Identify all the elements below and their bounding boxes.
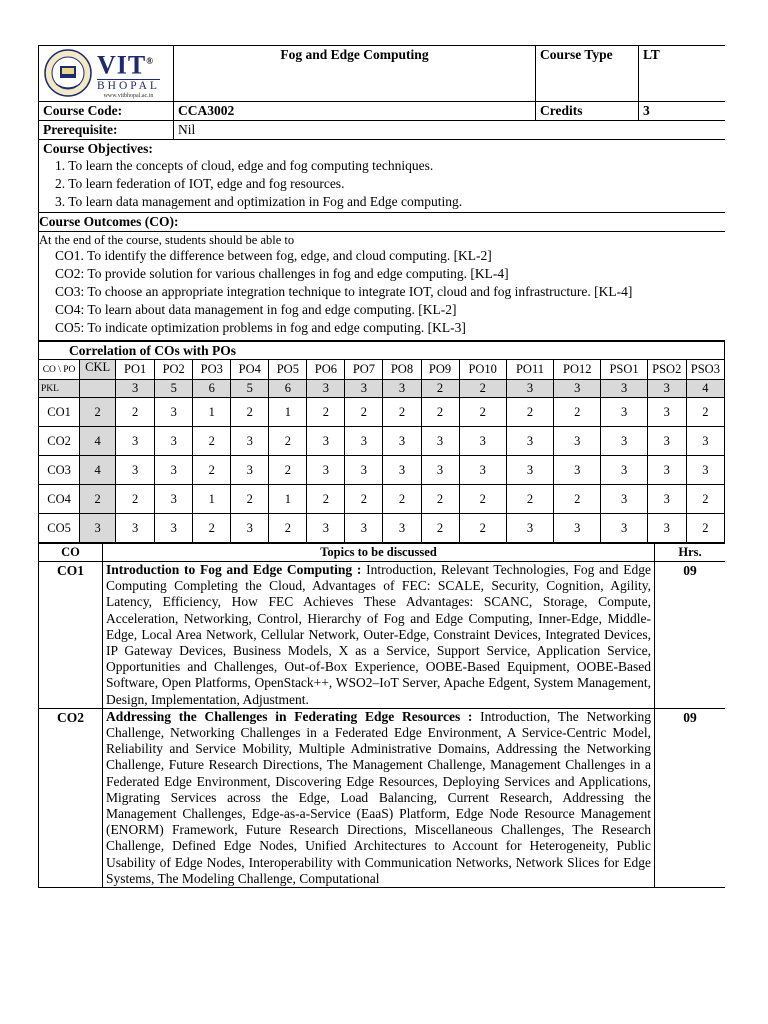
po-header: PO9 bbox=[421, 360, 459, 380]
correlation-value: 2 bbox=[345, 485, 383, 514]
correlation-row bbox=[39, 427, 725, 456]
outcomes-intro: At the end of the course, students should be able to bbox=[39, 233, 295, 247]
correlation-value: 1 bbox=[193, 485, 231, 514]
correlation-value: 3 bbox=[459, 456, 506, 485]
correlation-value: 1 bbox=[269, 485, 307, 514]
correlation-value: 2 bbox=[421, 485, 459, 514]
correlation-value: 2 bbox=[459, 485, 506, 514]
correlation-value: 3 bbox=[231, 427, 269, 456]
correlation-value: 3 bbox=[307, 427, 345, 456]
topics-table bbox=[38, 543, 725, 888]
po-header: PO5 bbox=[269, 360, 307, 380]
correlation-value: 2 bbox=[193, 514, 231, 543]
correlation-value: 3 bbox=[647, 427, 686, 456]
correlation-value: 3 bbox=[231, 456, 269, 485]
correlation-value: 3 bbox=[686, 456, 724, 485]
pkl-value: 3 bbox=[116, 380, 155, 398]
correlation-value: 3 bbox=[345, 456, 383, 485]
unit-topics bbox=[103, 562, 655, 709]
university-seal-icon bbox=[43, 48, 93, 98]
row-co: CO3 bbox=[39, 456, 80, 485]
unit-topics bbox=[103, 708, 655, 887]
row-ckl: 4 bbox=[80, 427, 116, 456]
outcome-item: CO4: To learn about data management in fog and edge computing. [KL-2] bbox=[55, 302, 457, 317]
correlation-value: 3 bbox=[307, 514, 345, 543]
correlation-value: 3 bbox=[421, 427, 459, 456]
prereq-label: Prerequisite: bbox=[39, 121, 174, 140]
correlation-title: Correlation of COs with POs bbox=[39, 342, 725, 360]
correlation-value: 3 bbox=[383, 456, 421, 485]
pkl-value: 2 bbox=[421, 380, 459, 398]
topic-unit bbox=[39, 708, 726, 887]
correlation-value: 3 bbox=[554, 456, 601, 485]
correlation-value: 2 bbox=[459, 398, 506, 427]
col-hrs-header: Hrs. bbox=[655, 544, 726, 562]
correlation-value: 3 bbox=[345, 427, 383, 456]
correlation-value: 2 bbox=[554, 398, 601, 427]
correlation-value: 2 bbox=[459, 514, 506, 543]
row-ckl: 2 bbox=[80, 398, 116, 427]
correlation-row bbox=[39, 398, 725, 427]
correlation-value: 3 bbox=[421, 456, 459, 485]
correlation-value: 1 bbox=[269, 398, 307, 427]
ckl-header: CKL bbox=[80, 360, 116, 380]
correlation-value: 2 bbox=[193, 456, 231, 485]
pkl-value: 3 bbox=[506, 380, 553, 398]
correlation-row bbox=[39, 514, 725, 543]
pkl-value: 3 bbox=[307, 380, 345, 398]
correlation-value: 3 bbox=[647, 485, 686, 514]
correlation-value: 2 bbox=[686, 485, 724, 514]
po-header: PO1 bbox=[116, 360, 155, 380]
correlation-value: 3 bbox=[647, 398, 686, 427]
corner-cell: CO \ PO bbox=[39, 360, 80, 380]
correlation-value: 2 bbox=[269, 456, 307, 485]
po-header: PO12 bbox=[554, 360, 601, 380]
correlation-value: 3 bbox=[601, 427, 647, 456]
row-ckl: 2 bbox=[80, 485, 116, 514]
correlation-row bbox=[39, 485, 725, 514]
outcomes-heading: Course Outcomes (CO): bbox=[39, 213, 726, 232]
correlation-value: 3 bbox=[155, 456, 193, 485]
correlation-value: 3 bbox=[601, 456, 647, 485]
correlation-value: 3 bbox=[601, 514, 647, 543]
po-header: PO7 bbox=[345, 360, 383, 380]
header-table bbox=[38, 45, 725, 341]
po-header: PO6 bbox=[307, 360, 345, 380]
correlation-value: 2 bbox=[686, 514, 724, 543]
outcome-item: CO5: To indicate optimization problems in fog and edge computing. [KL-3] bbox=[55, 320, 466, 335]
correlation-value: 3 bbox=[116, 427, 155, 456]
outcome-item: CO3: To choose an appropriate integration technique to integrate IOT, cloud and fog infrastructure. [KL-4] bbox=[55, 284, 633, 299]
pkl-value: 5 bbox=[231, 380, 269, 398]
objective-item: 1. To learn the concepts of cloud, edge and fog computing techniques. bbox=[55, 158, 434, 173]
objectives-heading: Course Objectives: bbox=[43, 141, 153, 156]
course-objectives bbox=[39, 140, 726, 213]
logo-url: www.vitbhopal.ac.in bbox=[103, 92, 154, 99]
correlation-value: 2 bbox=[383, 398, 421, 427]
logo-text: VIT® bbox=[97, 50, 154, 80]
correlation-value: 3 bbox=[345, 514, 383, 543]
correlation-value: 2 bbox=[506, 398, 553, 427]
unit-co: CO2 bbox=[39, 708, 103, 887]
syllabus-page bbox=[38, 45, 725, 992]
course-outcomes bbox=[39, 232, 726, 341]
pkl-value: 3 bbox=[647, 380, 686, 398]
pkl-value: 2 bbox=[459, 380, 506, 398]
correlation-value: 3 bbox=[155, 514, 193, 543]
unit-title: Addressing the Challenges in Federating Edge Resources : bbox=[106, 708, 473, 724]
correlation-value: 3 bbox=[116, 456, 155, 485]
course-code-value: CCA3002 bbox=[174, 102, 536, 121]
po-header: PSO3 bbox=[686, 360, 724, 380]
vit-logo bbox=[43, 48, 169, 99]
po-header: PSO2 bbox=[647, 360, 686, 380]
correlation-value: 3 bbox=[601, 485, 647, 514]
pkl-value: 3 bbox=[601, 380, 647, 398]
credits-value: 3 bbox=[639, 102, 726, 121]
row-co: CO4 bbox=[39, 485, 80, 514]
correlation-value: 3 bbox=[116, 514, 155, 543]
pkl-value: 3 bbox=[345, 380, 383, 398]
row-co: CO1 bbox=[39, 398, 80, 427]
pkl-ckl-blank bbox=[80, 380, 116, 398]
pkl-value: 6 bbox=[269, 380, 307, 398]
correlation-value: 3 bbox=[686, 427, 724, 456]
unit-title: Introduction to Fog and Edge Computing : bbox=[106, 562, 362, 577]
correlation-value: 2 bbox=[506, 485, 553, 514]
correlation-value: 2 bbox=[554, 485, 601, 514]
pkl-label: PKL bbox=[39, 380, 80, 398]
outcome-item: CO1. To identify the difference between fog, edge, and cloud computing. [KL-2] bbox=[55, 248, 492, 263]
correlation-table bbox=[38, 341, 725, 543]
correlation-value: 3 bbox=[307, 456, 345, 485]
correlation-value: 3 bbox=[506, 456, 553, 485]
po-header: PO4 bbox=[231, 360, 269, 380]
po-header: PO2 bbox=[155, 360, 193, 380]
correlation-value: 3 bbox=[554, 514, 601, 543]
course-title: Fog and Edge Computing bbox=[174, 46, 536, 102]
row-co: CO5 bbox=[39, 514, 80, 543]
correlation-value: 2 bbox=[345, 398, 383, 427]
course-type-label: Course Type bbox=[536, 46, 639, 102]
correlation-value: 1 bbox=[193, 398, 231, 427]
correlation-value: 3 bbox=[383, 514, 421, 543]
correlation-value: 3 bbox=[155, 398, 193, 427]
correlation-value: 2 bbox=[193, 427, 231, 456]
unit-co: CO1 bbox=[39, 562, 103, 709]
correlation-value: 2 bbox=[307, 485, 345, 514]
correlation-value: 3 bbox=[459, 427, 506, 456]
pkl-value: 5 bbox=[155, 380, 193, 398]
correlation-value: 3 bbox=[155, 427, 193, 456]
unit-body: Introduction, Relevant Technologies, Fog and Edge Computing Completing the Cloud, Advantages of FEC: SCALE, Security, Cognition, Agility, Latency, Efficiency, How FEC Achieves These Advantages: SCANC, Storage, Compute, Acceleration, Networking, Control, Hierarchy of Fog and Edge Computing, Inner-Edge, Middle-Edge, Local Area Network, Cellular Network, Outer-Edge, Constraint Devices, Integrated Devices, IP Gateway Devices, Business Models, X as a Service, Support Service, Application Service, Opportunities and Challenges, Out-of-Box Experience, OOBE-Based Equipment, OOBE-Based Software, Open Platforms, OpenStack++, WSO2–IoT Server, Apache Edgent, System Management, Design, Implementation, Adjustment. bbox=[106, 562, 652, 707]
correlation-value: 2 bbox=[421, 398, 459, 427]
course-code-label: Course Code: bbox=[39, 102, 174, 121]
correlation-value: 2 bbox=[686, 398, 724, 427]
correlation-value: 3 bbox=[647, 514, 686, 543]
po-header: PO10 bbox=[459, 360, 506, 380]
pkl-value: 4 bbox=[686, 380, 724, 398]
correlation-value: 3 bbox=[647, 456, 686, 485]
correlation-value: 3 bbox=[506, 427, 553, 456]
correlation-value: 2 bbox=[383, 485, 421, 514]
correlation-value: 2 bbox=[269, 514, 307, 543]
correlation-value: 3 bbox=[155, 485, 193, 514]
unit-body: Introduction, The Networking Challenge, Networking Challenges in a Federated Edge Environment, A Service-Centric Model, Reliability and Service Mobility, Multiple Administrative Domains, Addressing the Networking Challenge, Future Research Directions, The Management Challenge, Management Challenges in a Federated Edge Environment, Discovering Edge Resources, Deploying Services and Applications, Migrating Services across the Edge, Load Balancing, Current Research, Addressing the Management Challenges, Edge-as-a-Service (EaaS) Platform, Edge Node Resource Management (ENORM) Framework, Future Research Directions, Miscellaneous Challenges, The Research Challenge, Defined Edge Nodes, Unified Architectures to Account for Heterogeneity, Public Usability of Edge Nodes, Interoperability with Communication Networks, Network Slices for Edge Systems, The Modeling Challenge, Computational bbox=[106, 708, 651, 886]
credits-label: Credits bbox=[536, 102, 639, 121]
prereq-value: Nil bbox=[174, 121, 726, 140]
correlation-value: 2 bbox=[116, 485, 155, 514]
col-topics-header: Topics to be discussed bbox=[103, 544, 655, 562]
correlation-value: 3 bbox=[383, 427, 421, 456]
correlation-value: 3 bbox=[601, 398, 647, 427]
objective-item: 2. To learn federation of IOT, edge and fog resources. bbox=[55, 176, 345, 191]
pkl-value: 3 bbox=[554, 380, 601, 398]
row-ckl: 4 bbox=[80, 456, 116, 485]
logo-cell bbox=[39, 46, 174, 102]
outcome-item: CO2: To provide solution for various challenges in fog and edge computing. [KL-4] bbox=[55, 266, 509, 281]
po-header: PO8 bbox=[383, 360, 421, 380]
col-co-header: CO bbox=[39, 544, 103, 562]
correlation-value: 3 bbox=[506, 514, 553, 543]
unit-hrs: 09 bbox=[655, 708, 726, 887]
correlation-value: 2 bbox=[116, 398, 155, 427]
correlation-value: 2 bbox=[421, 514, 459, 543]
po-header: PO11 bbox=[506, 360, 553, 380]
unit-hrs: 09 bbox=[655, 562, 726, 709]
pkl-value: 3 bbox=[383, 380, 421, 398]
pkl-value: 6 bbox=[193, 380, 231, 398]
correlation-value: 3 bbox=[554, 427, 601, 456]
objective-item: 3. To learn data management and optimization in Fog and Edge computing. bbox=[55, 194, 463, 209]
correlation-row bbox=[39, 456, 725, 485]
correlation-value: 2 bbox=[269, 427, 307, 456]
correlation-value: 3 bbox=[231, 514, 269, 543]
logo-city: BHOPAL bbox=[97, 79, 160, 92]
row-co: CO2 bbox=[39, 427, 80, 456]
row-ckl: 3 bbox=[80, 514, 116, 543]
correlation-value: 2 bbox=[231, 398, 269, 427]
topic-unit bbox=[39, 562, 726, 709]
correlation-value: 2 bbox=[307, 398, 345, 427]
po-header: PO3 bbox=[193, 360, 231, 380]
correlation-value: 2 bbox=[231, 485, 269, 514]
course-type-value: LT bbox=[639, 46, 726, 102]
po-header: PSO1 bbox=[601, 360, 647, 380]
